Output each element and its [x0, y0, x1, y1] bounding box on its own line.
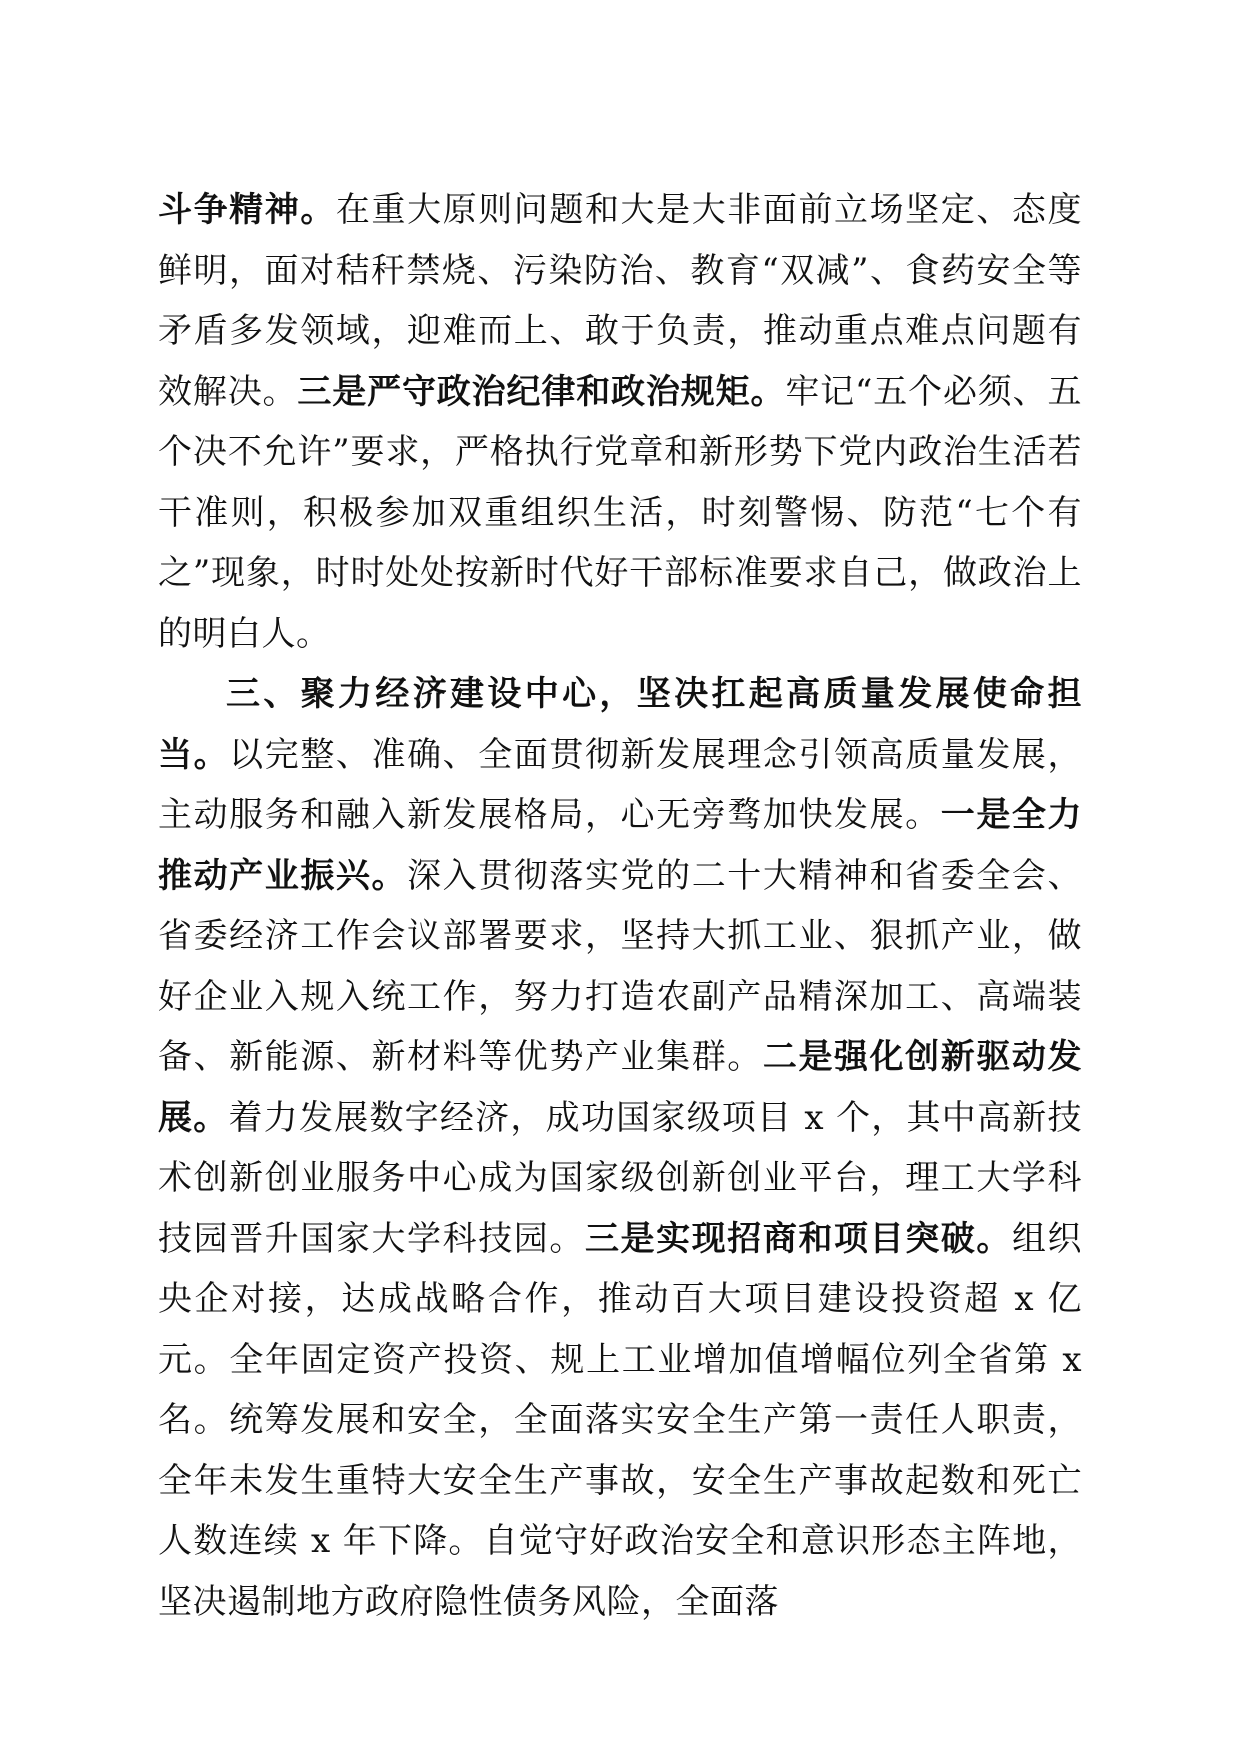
- bold-run: 三是严守政治纪律和政治规矩。: [297, 371, 786, 412]
- text-run: 深入贯彻落实党的二十大精神和省委全会、省委经济工作会议部署要求，坚持大抓工业、狠抓产业，做好企业入规入统工作，努力打造农副产品精深加工、高端装备、新能源、新材料等优势产业集群。: [158, 855, 1083, 1077]
- bold-run: 三是实现招商和项目突破。: [584, 1218, 1012, 1259]
- text-run: 在重大原则问题和大是大非面前立场坚定、态度鲜明，面对秸秆禁烧、污染防治、教育“双减”、食药安全等矛盾多发领域，迎难而上、敢于负责，推动重点难点问题有效解决。: [158, 190, 1083, 412]
- bold-run: 一是全力推动产业振兴。: [158, 795, 1083, 896]
- section-heading: 三、聚力经济建设中心，坚决扛起高质量发展使命担当。: [158, 674, 1082, 775]
- paragraph-economic-development: [158, 664, 1082, 1632]
- text-run: 牢记“五个必须、五个决不允许”要求，严格执行党章和新形势下党内政治生活若干准则，积极参加双重组织生活，时刻警惕、防范“七个有之”现象，时时处处按新时代好干部标准要求自己，做政治上的明白人。: [158, 371, 1082, 654]
- bold-run: 斗争精神。: [158, 190, 336, 230]
- text-run: 以完整、准确、全面贯彻新发展理念引领高质量发展，主动服务和融入新发展格局，心无旁骛加快发展。: [158, 734, 1083, 835]
- document-page: [158, 180, 1082, 1632]
- paragraph-political-discipline: [158, 180, 1082, 664]
- text-run: 着力发展数字经济，成功国家级项目 x 个，其中高新技术创新创业服务中心成为国家级创新创业平台，理工大学科技园晋升国家大学科技园。: [158, 1097, 1082, 1259]
- text-run: 组织央企对接，达成战略合作，推动百大项目建设投资超 x 亿元。全年固定资产投资、规上工业增加值增幅位列全省第 x 名。统筹发展和安全，全面落实安全生产第一责任人职责，全年未发生重特大安全生产事故，安全生产事故起数和死亡人数连续 x 年下降。自觉守好政治安全和意识形态主阵地，坚决遏制地方政府隐性债务风险，全面落: [158, 1218, 1083, 1622]
- bold-run: 二是强化创新驱动发展。: [158, 1037, 1082, 1138]
